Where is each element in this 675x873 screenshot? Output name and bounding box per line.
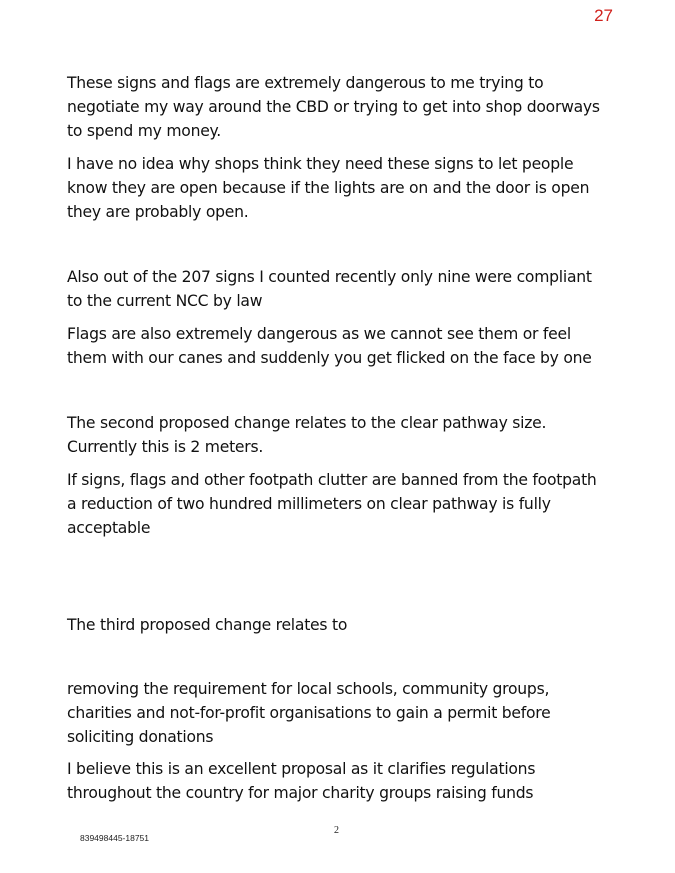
- page-number-top: 27: [594, 6, 613, 25]
- paragraph-footpath-clutter: If signs, flags and other footpath clutter are banned from the footpath a reduction of two hundred millimeters on clear pathway is fully acceptable: [67, 471, 597, 537]
- paragraph-permit-requirement: removing the requirement for local schools, community groups, charities and not-for-profit organisations to gain a permit before soliciting donations: [67, 680, 551, 746]
- paragraph-shops-open-signs: I have no idea why shops think they need these signs to let people know they are open because if the lights are on and the door is open they are probably open.: [67, 155, 590, 221]
- paragraph-excellent-proposal: I believe this is an excellent proposal as it clarifies regulations throughout the country for major charity groups raising funds: [67, 760, 536, 802]
- paragraph-third-change: The third proposed change relates to: [67, 616, 348, 634]
- paragraph-signs-flags-dangerous: These signs and flags are extremely dangerous to me trying to negotiate my way around the CBD or trying to get into shop doorways to spend my money.: [67, 74, 600, 140]
- paragraph-signs-counted: Also out of the 207 signs I counted recently only nine were compliant to the current NCC by law: [67, 268, 592, 310]
- paragraph-flags-dangerous: Flags are also extremely dangerous as we cannot see them or feel them with our canes and suddenly you get flicked on the face by one: [67, 325, 592, 367]
- footer-document-id: 839498445-18751: [80, 833, 150, 843]
- footer-page-number: 2: [334, 825, 339, 836]
- paragraph-second-change: The second proposed change relates to the clear pathway size. Currently this is 2 meters.: [67, 414, 547, 456]
